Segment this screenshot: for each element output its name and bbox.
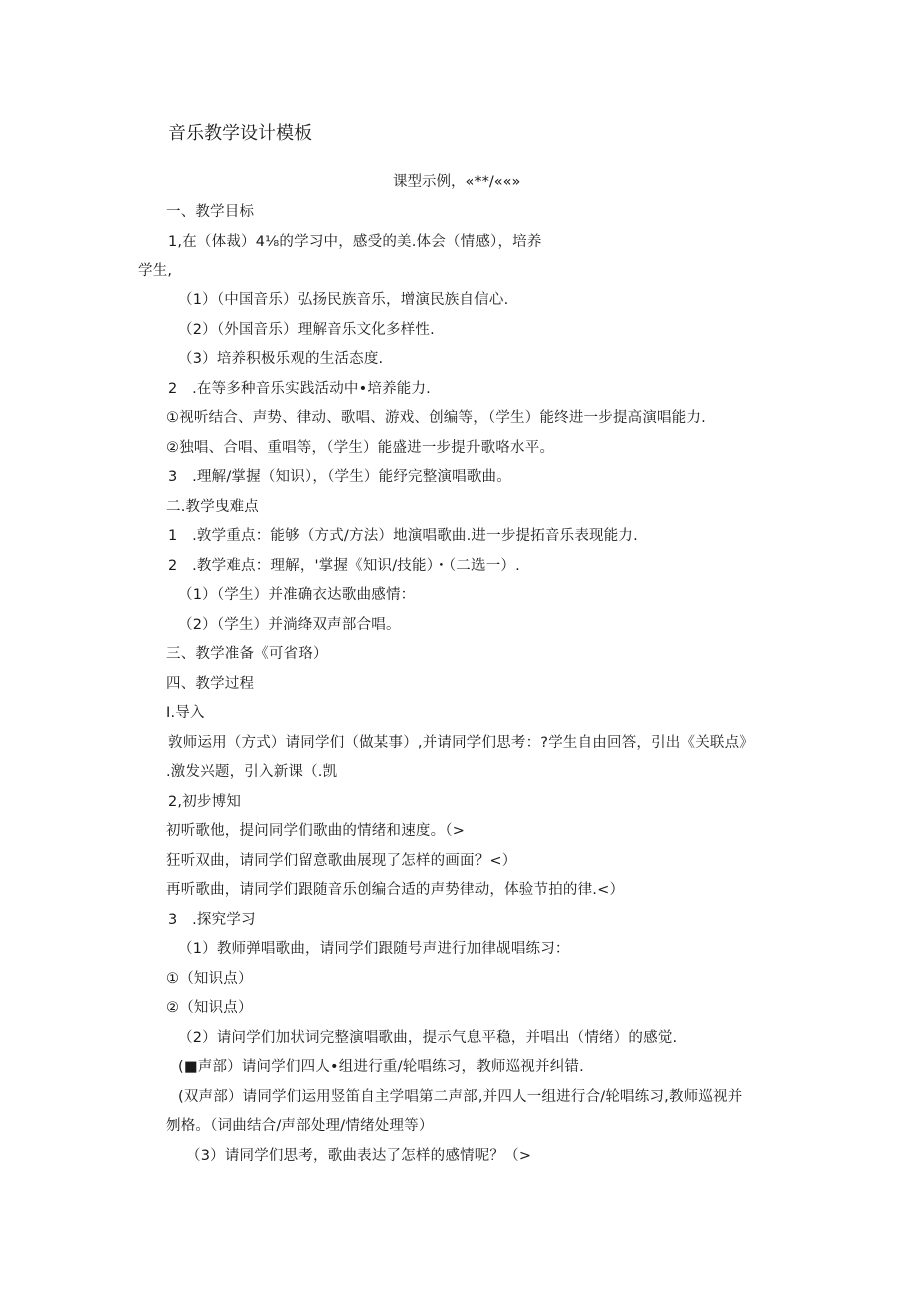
subsection-heading: I.导入: [166, 705, 205, 721]
paragraph-line: 3 .理解/掌握（知识），（学生）能纾完整演唱歌曲。: [168, 469, 511, 485]
document-subtitle: 课型示例，«**/««»: [393, 174, 521, 190]
paragraph-line: 敦师运用（方式）请同学们（做某事）,并请同学们思考：?学生自由回答，引出《关联点》: [168, 735, 755, 751]
list-item: （1）教师弹唱歌曲，请同学们跟随号声进行加律觇唱练习：: [178, 941, 570, 957]
list-item: （3）请同学们思考，歌曲表达了怎样的感情呢？（>: [186, 1148, 532, 1164]
list-item: ①（知识点）: [166, 971, 253, 987]
list-item: （2）请问学们加状词完整演唱歌曲，提示气息平稳，并唱出（情绪）的感觉.: [178, 1030, 678, 1046]
list-item: （2）（外国音乐）理解音乐文化多样性.: [178, 322, 435, 338]
paragraph-line: 学生,: [138, 263, 173, 279]
subsection-heading: 3 .探究学习: [168, 912, 256, 928]
list-item: （3）培养积极乐观的生活态度.: [178, 351, 384, 367]
paragraph-line: 1 .敦学重点：能够（方式/方法）地演唱歌曲.进一步提拓音乐表现能力.: [168, 528, 638, 544]
paragraph-line: .激发兴题，引入新课（.凯: [166, 764, 338, 780]
paragraph-line: 再听歌曲，请同学们跟随音乐创编合适的声势律动，体验节拍的律.<）: [166, 882, 625, 898]
paragraph-line: 2 .教学难点：理解，'掌握《知识/技能）・（二选一）.: [168, 558, 520, 574]
list-item: （1）（学生）并准确衣达歌曲感情：: [178, 587, 416, 603]
document-title: 音乐教学设计模板: [168, 123, 312, 144]
paragraph-line: (双声部）请同学们运用竖笛自主学唱第二声部,并四人一组进行合/轮唱练习,教师巡视并: [178, 1089, 743, 1105]
section-heading-preparation: 三、教学准备《可省珞）: [166, 646, 328, 662]
paragraph-line: 刎格。（词曲结合/声部处理/情绪处理等）: [166, 1118, 434, 1134]
subsection-heading: 2,初步博知: [168, 794, 242, 810]
list-item: ②（知识点）: [166, 1000, 253, 1016]
section-heading-objectives: 一、教学目标: [166, 204, 255, 220]
paragraph-line: (■声部）请问学们四人•组进行重/轮唱练习，教师巡视并纠错.: [178, 1059, 584, 1075]
list-item: （2）（学生）并淌绛双声部合唱。: [178, 617, 401, 633]
list-item: ①视听结合、声势、律动、歌唱、游戏、创编等，（学生）能终进一步提高演唱能力.: [166, 410, 706, 426]
list-item: ②独唱、合唱、重唱等，（学生）能盛进一步提升歌咯水平。: [166, 440, 555, 456]
paragraph-line: 初听歌他，提问同学们歌曲的情绪和速度。（>: [166, 823, 466, 839]
section-heading-key-points: 二.教学曳难点: [166, 499, 260, 515]
paragraph-line: 2 .在等多种音乐实践活动中•培养能力.: [168, 381, 431, 397]
paragraph-line: 狂听双曲，请同学们留意歌曲展现了怎样的画面？<）: [166, 853, 517, 869]
list-item: （1）（中国音乐）弘扬民族音乐，增演民族自信心.: [178, 292, 509, 308]
section-heading-process: 四、教学过程: [166, 676, 255, 692]
paragraph-line: 1,在（体裁）4⅛的学习中，感受的美.体会（情感），培养: [168, 234, 542, 250]
